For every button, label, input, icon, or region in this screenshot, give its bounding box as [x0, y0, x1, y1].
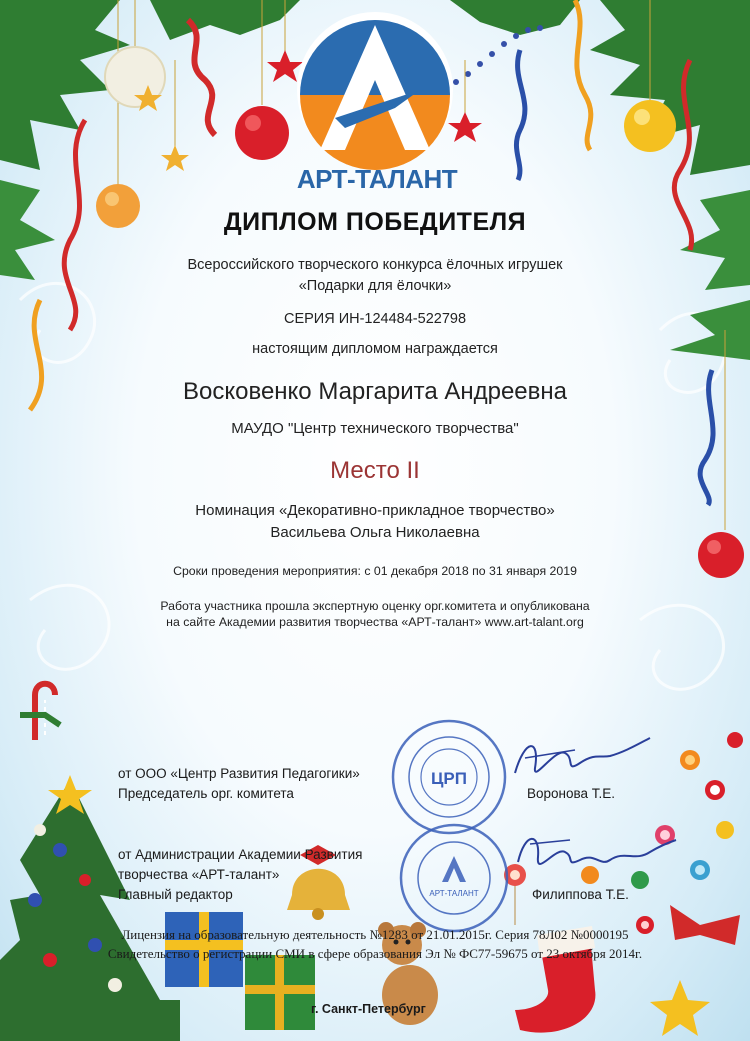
place-award: Место II: [330, 457, 420, 484]
seal2-center-text: АРТ-ТАЛАНТ: [429, 889, 479, 898]
sig2-name: Филиппова Т.Е.: [532, 887, 629, 902]
recipient-name: Восковенко Маргарита Андреевна: [182, 378, 568, 405]
brand-logo-text: АРТ-ТАЛАНТ: [296, 164, 458, 194]
registration-line: Свидетельство о регистрации СМИ в сфере образования Эл № ФС77-59675 от 23 октября 2014г.: [107, 946, 643, 961]
event-dates: Сроки проведения мероприятия: с 01 декабря 2018 по 31 января 2019: [173, 564, 577, 578]
review-line1: Работа участника прошла экспертную оценку орг.комитета и опубликована: [160, 599, 590, 613]
signature-filippova: [510, 822, 680, 887]
awarded-line: настоящим дипломом награждается: [252, 341, 498, 357]
seal1-center-text: ЦРП: [431, 769, 467, 788]
diploma-title: ДИПЛОМ ПОБЕДИТЕЛЯ: [223, 208, 527, 236]
crp-seal-stamp: [390, 718, 508, 836]
sig2-org-line1: от Администрации Академии Развития: [118, 847, 363, 862]
art-talant-seal-stamp: [398, 822, 510, 934]
sig2-role: Главный редактор: [118, 887, 233, 902]
recipient-organization: МАУДО "Центр технического творчества": [231, 420, 519, 437]
sig1-org: от ООО «Центр Развития Педагогики»: [118, 766, 360, 781]
supervisor-name: Васильева Ольга Николаевна: [270, 524, 480, 541]
sig1-role: Председатель орг. комитета: [118, 786, 294, 801]
review-line2: на сайте Академии развития творчества «АРТ-талант» www.art-talant.org: [166, 615, 584, 629]
sig1-name: Воронова Т.Е.: [527, 786, 616, 801]
diploma-series: СЕРИЯ ИН-124484-522798: [283, 311, 467, 327]
signature-voronova: [505, 728, 655, 788]
license-line: Лицензия на образовательную деятельность №1283 от 21.01.2015г. Серия 78Л02 №0000195: [121, 927, 629, 942]
city: г. Санкт-Петербург: [311, 1002, 426, 1016]
contest-name-line2: «Подарки для ёлочки»: [298, 278, 452, 294]
contest-name-line1: Всероссийского творческого конкурса ёлочных игрушек: [187, 257, 563, 273]
nomination: Номинация «Декоративно-прикладное творчество»: [195, 502, 555, 519]
sig2-org-line2: творчества «АРТ-талант»: [118, 867, 280, 882]
